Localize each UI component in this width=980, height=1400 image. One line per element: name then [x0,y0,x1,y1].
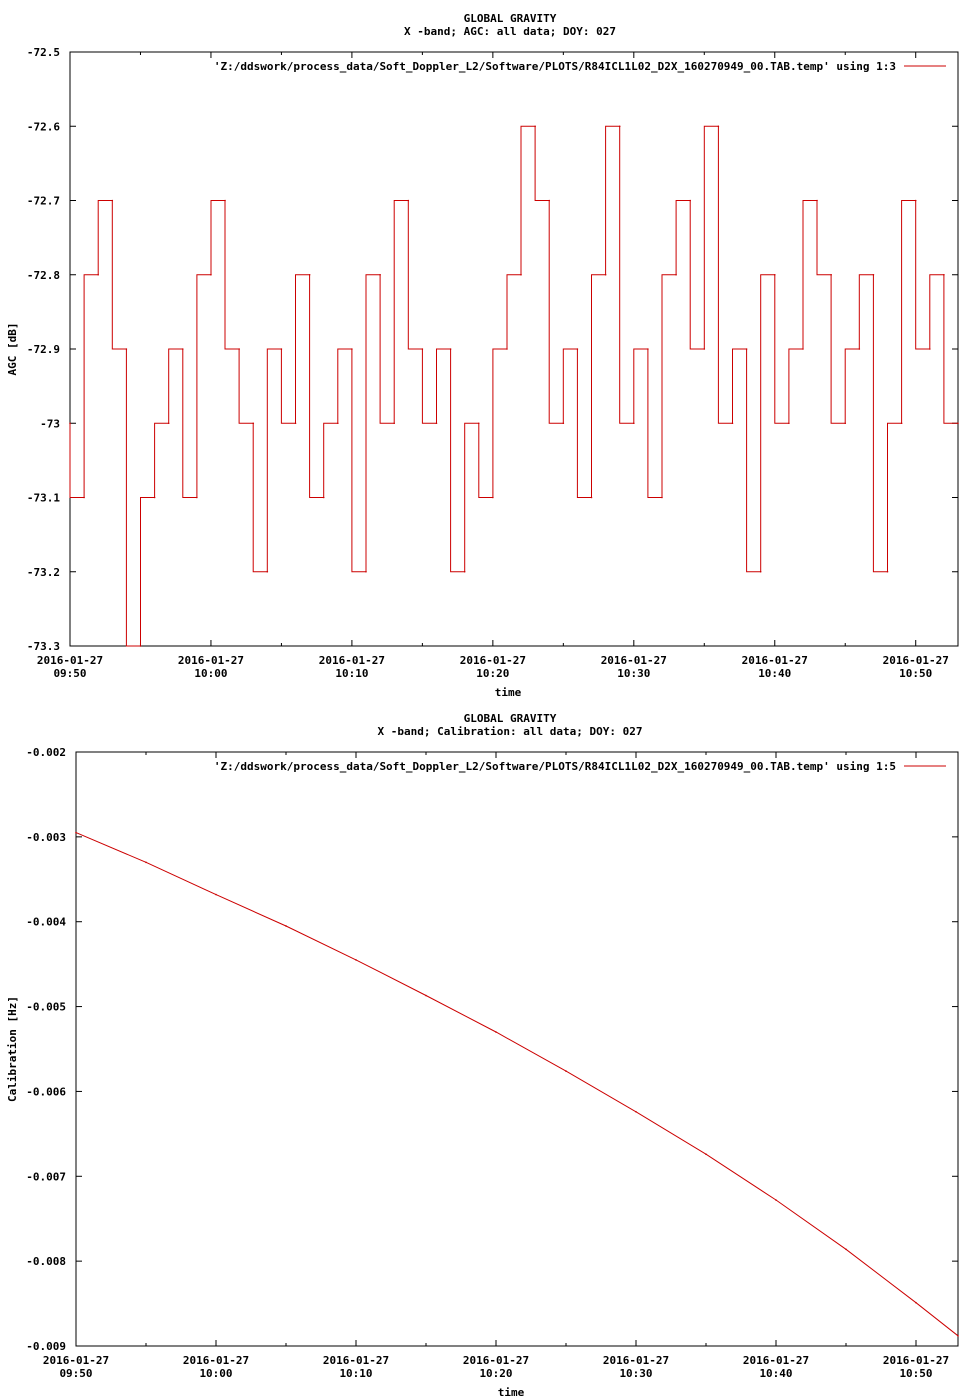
chart-subtitle: X -band; AGC: all data; DOY: 027 [404,25,616,38]
y-tick-label: -72.8 [26,268,60,282]
y-tick-label: -73.2 [26,565,60,579]
data-point [577,348,579,350]
x-tick-date: 2016-01-27 [459,654,526,667]
data-point [816,200,818,202]
x-tick-time: 10:00 [199,1367,233,1380]
x-tick-date: 2016-01-27 [322,1354,390,1367]
series-line [70,126,958,646]
y-tick-label: -0.007 [26,1170,66,1184]
x-tick-time: 10:50 [899,1367,933,1380]
data-point [224,200,226,202]
data-point [647,348,649,350]
data-point [915,200,917,202]
data-point [760,571,762,573]
data-point [506,348,508,350]
data-point [929,348,931,350]
x-tick-date: 2016-01-27 [742,1354,810,1367]
y-tick-label: -0.005 [26,1000,66,1014]
x-tick-date: 2016-01-27 [42,1354,110,1367]
data-point [210,274,212,276]
y-tick-label: -73.3 [26,640,60,653]
y-tick-label: -0.002 [26,746,66,759]
y-tick-label: -72.9 [26,343,60,356]
chart-1 [6,12,959,699]
data-point [83,497,85,499]
data-point [238,348,240,350]
data-point [802,348,804,350]
x-tick-date: 2016-01-27 [182,1354,250,1367]
data-point [478,422,480,424]
legend-label: 'Z:/ddswork/process_data/Soft_Doppler_L2/Software/PLOTS/R84ICL1L02_D2X_160270949_00.TAB.temp' using 1:3 [213,60,896,73]
y-tick-label: -0.004 [26,915,66,929]
y-tick-label: -0.003 [26,830,66,844]
data-point [407,200,409,202]
data-point [565,1070,567,1072]
x-tick-time: 10:30 [617,667,651,680]
data-point [492,497,494,499]
x-tick-date: 2016-01-27 [882,1354,950,1367]
data-point [393,422,395,424]
series-line [76,833,958,1336]
data-point [323,497,325,499]
data-point [943,274,945,276]
data-point [844,422,846,424]
data-point [285,925,287,927]
data-point [635,1111,637,1113]
data-point [215,894,217,896]
data-point [703,348,705,350]
data-point [901,422,903,424]
data-point [379,274,381,276]
data-point [309,274,311,276]
data-point [168,422,170,424]
data-point [97,274,99,276]
data-point [774,274,776,276]
x-tick-time: 09:50 [53,667,87,680]
data-point [633,422,635,424]
data-point [436,422,438,424]
data-point [661,497,663,499]
data-point [887,571,889,573]
data-point [351,348,353,350]
data-point [182,348,184,350]
data-point [355,959,357,961]
x-tick-time: 10:20 [476,667,510,680]
data-point [873,274,875,276]
data-point [464,571,466,573]
legend-label: 'Z:/ddswork/process_data/Soft_Doppler_L2/Software/PLOTS/R84ICL1L02_D2X_160270949_00.TAB.temp' using 1:5 [213,760,896,773]
y-tick-label: -72.6 [26,120,60,134]
x-tick-date: 2016-01-27 [36,654,104,667]
y-axis-label: Calibration [Hz] [6,996,19,1102]
data-point [957,1335,959,1337]
data-point [732,422,734,424]
chart-2 [6,712,959,1399]
data-point [746,348,748,350]
x-tick-date: 2016-01-27 [177,654,245,667]
data-point [619,125,621,127]
x-tick-time: 10:50 [899,667,933,680]
x-tick-time: 09:50 [59,1367,93,1380]
x-tick-time: 10:40 [759,1367,793,1380]
y-axis-label: AGC [dB] [6,322,19,376]
data-point [957,422,959,424]
data-point [281,348,283,350]
data-point [365,571,367,573]
data-point [140,645,142,647]
x-tick-date: 2016-01-27 [462,1354,530,1367]
data-point [845,1248,847,1250]
data-point [830,274,832,276]
data-point [915,1302,917,1304]
x-tick-time: 10:30 [619,1367,653,1380]
data-point [534,125,536,127]
y-tick-label: -0.009 [26,1340,66,1353]
data-point [705,1153,707,1155]
data-point [520,274,522,276]
x-axis-label: time [494,686,522,699]
data-point [196,497,198,499]
data-point [775,1199,777,1201]
x-tick-date: 2016-01-27 [600,654,667,667]
data-point [495,1031,497,1033]
y-tick-label: -0.006 [26,1085,66,1099]
chart-subtitle: X -band; Calibration: all data; DOY: 027 [377,725,643,738]
x-tick-time: 10:00 [194,667,228,680]
plot-frame [76,752,958,1346]
x-tick-date: 2016-01-27 [882,654,949,667]
plot-frame [70,52,958,646]
x-tick-time: 10:10 [339,1367,373,1380]
y-tick-label: -72.7 [26,194,60,208]
data-point [69,422,71,424]
data-point [337,422,339,424]
y-tick-label: -0.008 [26,1255,66,1269]
x-tick-time: 10:20 [479,1367,513,1380]
x-tick-time: 10:40 [758,667,792,680]
data-point [859,348,861,350]
data-point [126,348,128,350]
data-point [689,200,691,202]
data-point [111,200,113,202]
x-axis-label: time [497,1386,525,1399]
data-point [154,497,156,499]
data-point [718,125,720,127]
data-point [548,200,550,202]
data-point [563,422,565,424]
x-tick-time: 10:10 [335,667,369,680]
x-tick-date: 2016-01-27 [602,1354,670,1367]
y-tick-label: -72.5 [26,46,60,59]
chart-title: GLOBAL GRAVITY [463,712,557,725]
y-tick-label: -73.1 [26,491,60,505]
data-point [450,348,452,350]
data-point [788,422,790,424]
data-point [422,348,424,350]
data-point [75,832,77,834]
y-tick-label: -73 [40,417,60,431]
x-tick-date: 2016-01-27 [741,654,808,667]
data-point [591,497,593,499]
data-point [425,995,427,997]
chart-title: GLOBAL GRAVITY [463,12,557,25]
data-point [675,274,677,276]
data-point [267,571,269,573]
data-point [252,422,254,424]
data-point [295,422,297,424]
data-point [605,274,607,276]
data-point [145,862,147,864]
x-tick-date: 2016-01-27 [318,654,386,667]
